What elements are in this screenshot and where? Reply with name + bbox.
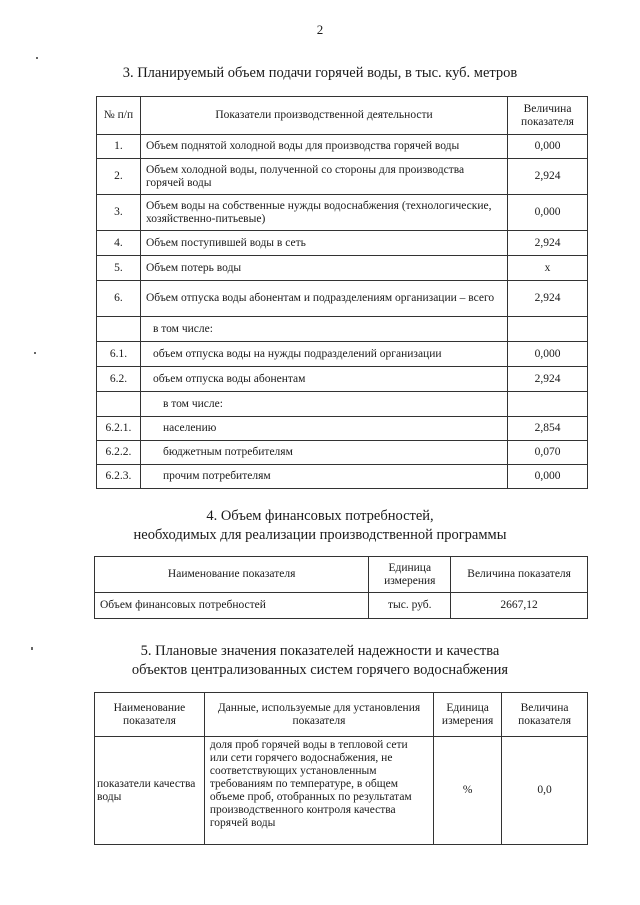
row-num: 5. [97,256,141,281]
row-name: Объем финансовых потребностей [95,593,369,619]
row-name: Объем холодной воды, полученной со стороны для производства горячей воды [140,159,507,195]
table-row [97,195,588,231]
header-value: Величина показателя [451,557,588,593]
row-value [508,317,588,342]
row-value: 0,000 [508,195,588,231]
table-row [97,317,588,342]
row-unit: % [434,737,502,845]
table-row [97,465,588,489]
row-value: 2,924 [508,367,588,392]
row-num: 6.2.1. [97,417,141,441]
row-value: 0,070 [508,441,588,465]
row-value: 2,924 [508,231,588,256]
section-4-title-line1: 4. Объем финансовых потребностей, [206,508,434,524]
row-num: 6.2. [97,367,141,392]
header-value: Величина показателя [502,693,588,737]
table-row [95,737,588,845]
table-row [95,593,588,619]
section-4-title-line2: необходимых для реализации производственной программы [133,527,507,543]
row-value: 0,000 [508,342,588,367]
table-row [97,159,588,195]
row-value: 2,924 [508,281,588,317]
row-data: доля проб горячей воды в тепловой сети или сети горячего водоснабжения, не соответствующих установленным требованиям по температуре, в общем объеме проб, отобранных по результатам производственного контроля качества горячей воды [204,737,433,845]
table-row [97,392,588,417]
water-supply-table [96,96,588,489]
row-num: 6.2.3. [97,465,141,489]
row-unit: тыс. руб. [369,593,451,619]
row-value [508,392,588,417]
row-name: в том числе: [140,317,507,342]
row-num: 6. [97,281,141,317]
scan-speck [36,57,38,59]
table-row [97,367,588,392]
page-number: 2 [316,22,324,37]
table-header-row [95,557,588,593]
row-name: показатели качества воды [95,737,205,845]
table-header-row [97,97,588,135]
table-row [97,231,588,256]
section-5-title-line2: объектов централизованных систем горячего водоснабжения [131,662,509,678]
header-indicator-name: Наименование показателя [95,693,205,737]
header-unit: Единица измерения [369,557,451,593]
row-name: Объем поднятой холодной воды для производства горячей воды [140,135,507,159]
table-row [97,135,588,159]
scan-speck [31,647,33,650]
table-row [97,281,588,317]
header-data: Данные, используемые для установления показателя [204,693,433,737]
row-name: бюджетным потребителям [140,441,507,465]
row-value: 0,0 [502,737,588,845]
row-num: 6.1. [97,342,141,367]
table-row [97,441,588,465]
scan-speck [34,352,36,354]
row-name: Объем поступившей воды в сеть [140,231,507,256]
table-header-row [95,693,588,737]
table-row [97,417,588,441]
header-indicator: Показатели производственной деятельности [140,97,507,135]
row-name: в том числе: [140,392,507,417]
section-5-title-line1: 5. Плановые значения показателей надежности и качества [140,643,500,659]
row-name: населению [140,417,507,441]
row-name: Объем потерь воды [140,256,507,281]
row-value: 0,000 [508,135,588,159]
financial-needs-table [94,556,588,619]
header-indicator-name: Наименование показателя [95,557,369,593]
row-name: Объем отпуска воды абонентам и подразделениям организации – всего [140,281,507,317]
header-unit: Единица измерения [434,693,502,737]
row-num: 1. [97,135,141,159]
row-num: 3. [97,195,141,231]
row-name: объем отпуска воды абонентам [140,367,507,392]
row-value: 2,924 [508,159,588,195]
header-value: Величина показателя [508,97,588,135]
row-num: 4. [97,231,141,256]
reliability-quality-table [94,692,588,845]
row-num: 6.2.2. [97,441,141,465]
row-name: объем отпуска воды на нужды подразделений организации [140,342,507,367]
row-num [97,392,141,417]
row-value: 0,000 [508,465,588,489]
row-num: 2. [97,159,141,195]
row-num [97,317,141,342]
row-name: прочим потребителям [140,465,507,489]
table-row [97,342,588,367]
row-value: х [508,256,588,281]
table-row [97,256,588,281]
row-value: 2,854 [508,417,588,441]
header-num: № п/п [97,97,141,135]
row-value: 2667,12 [451,593,588,619]
row-name: Объем воды на собственные нужды водоснабжения (технологические, хозяйственно-питьевые) [140,195,507,231]
section-3-title: 3. Планируемый объем подачи горячей воды, в тыс. куб. метров [122,65,518,81]
